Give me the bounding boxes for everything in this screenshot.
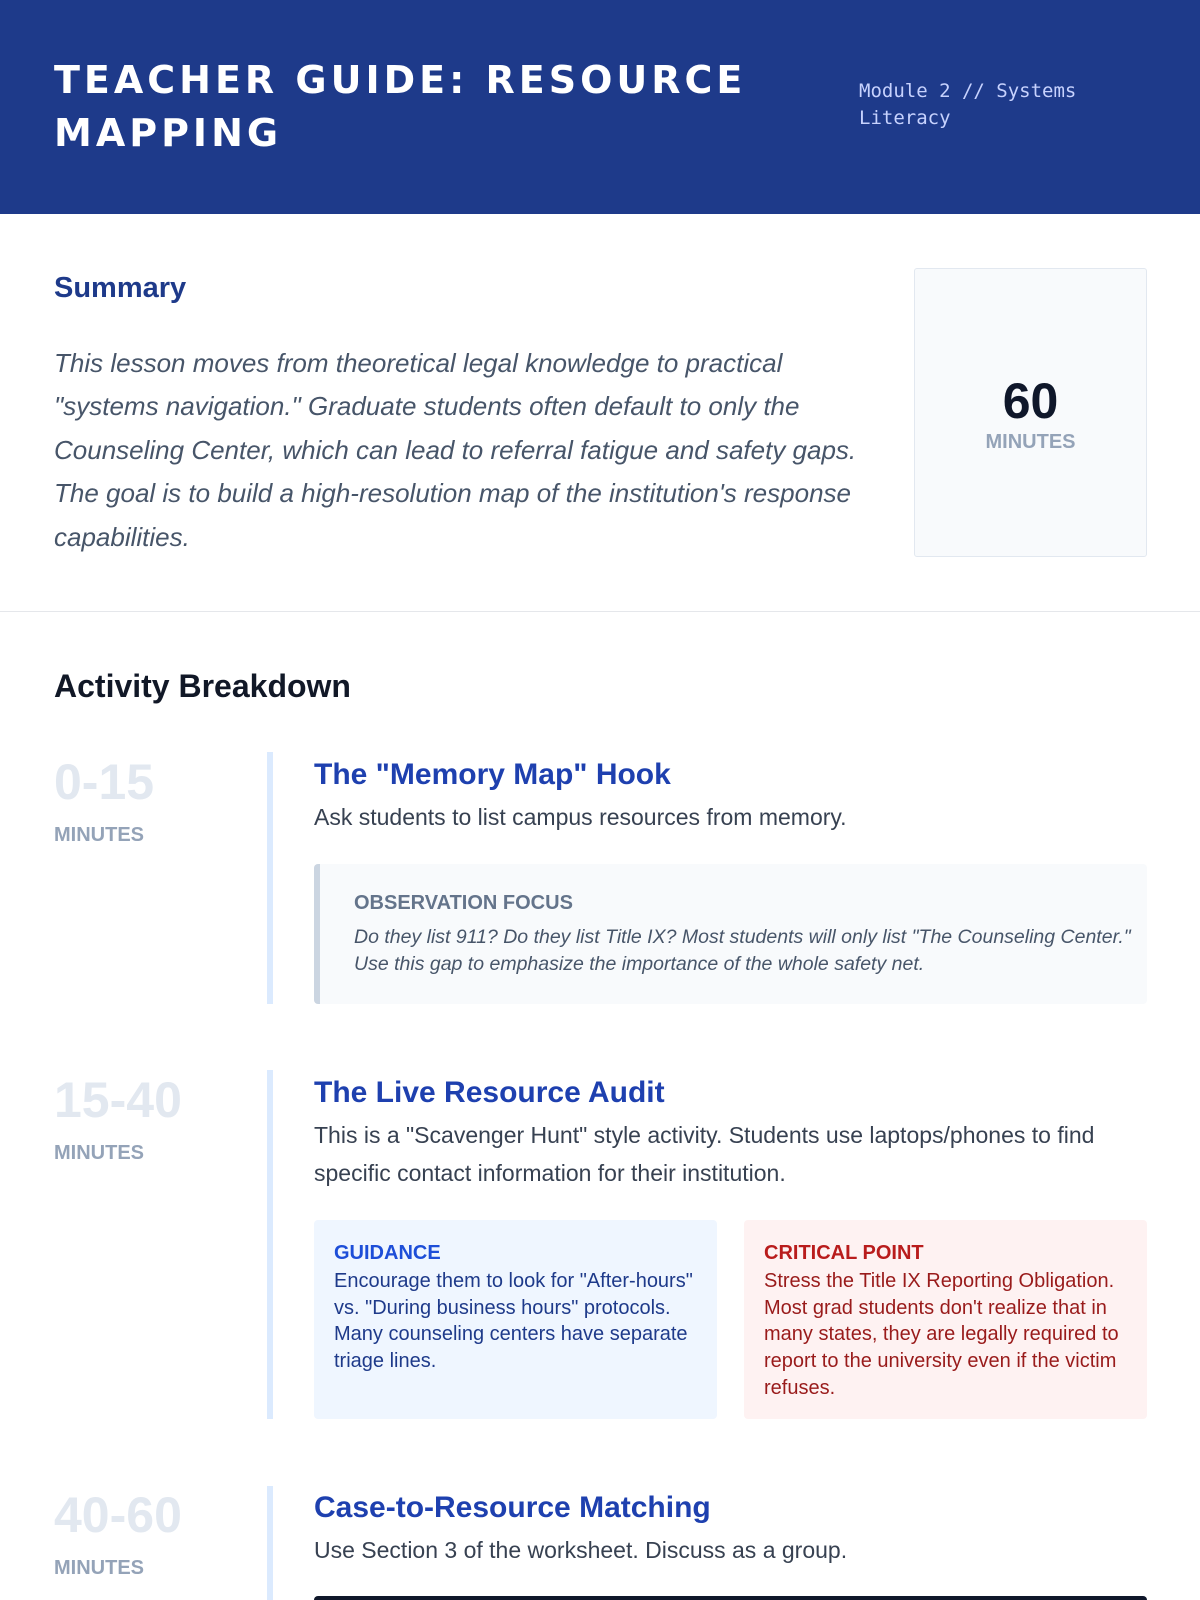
- guidance-box: [314, 1220, 717, 1419]
- activity-3-time: 40-60: [54, 1487, 182, 1543]
- worksheet-panel-edge: [314, 1596, 1147, 1600]
- observation-focus-text: Do they list 911? Do they list Title IX? Most students will only list "The Counseling Center." Use this gap to emphasize the importance of the whole safety net.: [354, 926, 1131, 975]
- duration-value: 60: [1002, 373, 1059, 429]
- activity-2-title: The Live Resource Audit: [314, 1076, 665, 1109]
- summary-text: This lesson moves from theoretical legal knowledge to practical "systems navigation." Graduate students often default to only the Counseling Center, which can lead to referral fatigue and safety gaps. The goal is to build a high-resolution map of the institution's response capabilities.: [54, 348, 857, 552]
- activity-2-time: 15-40: [54, 1072, 182, 1128]
- guidance-text: Encourage them to look for "After-hours" vs. "During business hours" protocols. Many counseling centers have separate triage lines.: [334, 1270, 693, 1373]
- activity-1-time: 0-15: [54, 754, 155, 810]
- critical-point-text: Stress the Title IX Reporting Obligation. Most grad students don't realize that in many states, they are legally required to report to the university even if the victim refuses.: [764, 1270, 1119, 1399]
- activity-1-title: The "Memory Map" Hook: [314, 758, 671, 791]
- activity-3-title: Case-to-Resource Matching: [314, 1491, 711, 1524]
- activity-2-time-unit: MINUTES: [54, 1142, 144, 1164]
- observation-focus-box: [314, 864, 1147, 1004]
- activity-1-time-unit: MINUTES: [54, 824, 144, 846]
- activity-breakdown-heading: Activity Breakdown: [54, 668, 351, 704]
- observation-focus-label: OBSERVATION FOCUS: [354, 892, 573, 914]
- activity-3-timeline-bar: [267, 1486, 273, 1600]
- duration-card: [914, 268, 1147, 557]
- page-title: TEACHER GUIDE: RESOURCE MAPPING: [54, 58, 747, 155]
- activity-2-description: This is a "Scavenger Hunt" style activity. Students use laptops/phones to find specific contact information for their institution.: [314, 1122, 1095, 1186]
- activity-3-time-unit: MINUTES: [54, 1557, 144, 1579]
- guidance-label: GUIDANCE: [334, 1242, 441, 1264]
- activity-1-description: Ask students to list campus resources from memory.: [314, 804, 847, 830]
- critical-point-box: [744, 1220, 1147, 1419]
- critical-point-label: CRITICAL POINT: [764, 1242, 924, 1264]
- module-label: Module 2 // Systems Literacy: [859, 80, 1077, 129]
- page-header: [0, 0, 1200, 214]
- activity-1-timeline-bar: [267, 752, 273, 1004]
- activity-3-description: Use Section 3 of the worksheet. Discuss as a group.: [314, 1537, 848, 1563]
- duration-unit: MINUTES: [985, 431, 1076, 453]
- summary-heading: Summary: [54, 272, 187, 304]
- activity-2-timeline-bar: [267, 1070, 273, 1419]
- section-divider: [0, 611, 1200, 612]
